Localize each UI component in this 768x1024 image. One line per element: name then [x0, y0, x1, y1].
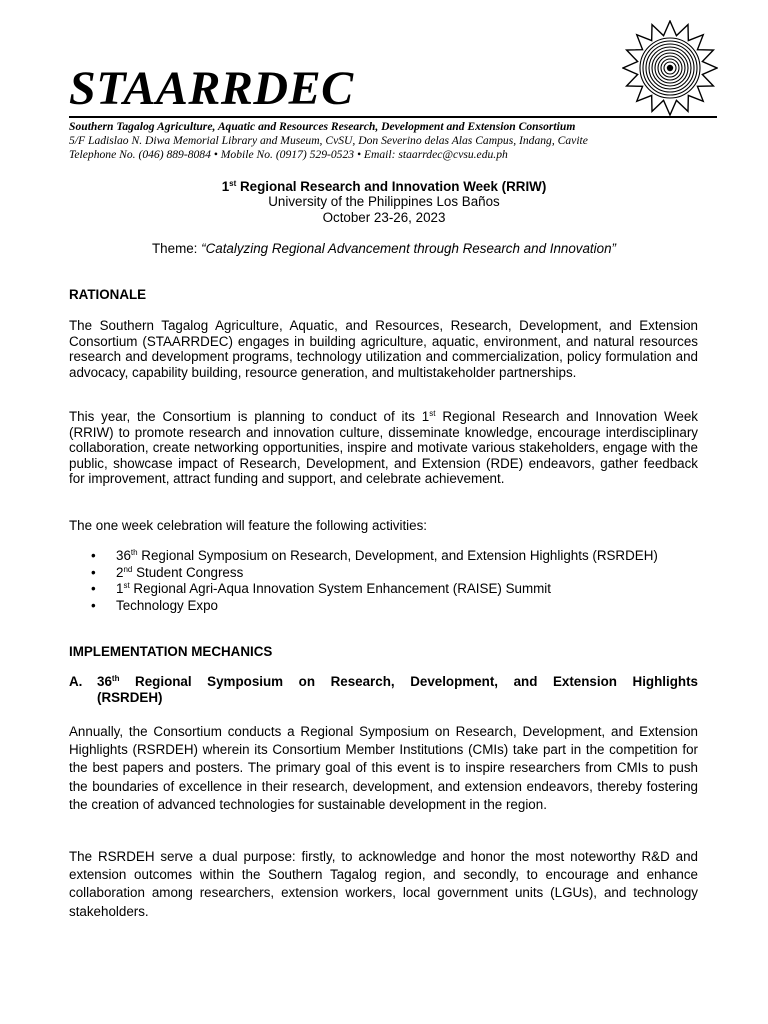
- section-a-line-2: (RSRDEH): [97, 690, 163, 705]
- event-title: [0, 179, 768, 195]
- theme-label: Theme:: [152, 241, 202, 256]
- theme-text: “Catalyzing Regional Advancement through Research and Innovation”: [201, 241, 616, 256]
- implementation-paragraph-1: Annually, the Consortium conducts a Regional Symposium on Research, Development, and Extension Highlights (RSRDEH) wherein its Consortium Member Institutions (CMIs) take part in the competition for the best papers and posters. The primary goal of this event is to inspire researchers from CMIs to push the boundaries of excellence in their research, development, and extension endeavors, thereby fostering the creation of advanced technologies for sustainable development in the region.: [69, 724, 698, 812]
- rationale-paragraph-2: [69, 409, 698, 487]
- section-a-num: 36: [97, 674, 112, 689]
- rationale-paragraph-2-a: This year, the Consortium is planning to conduct of its 1: [69, 409, 430, 424]
- implementation-heading: IMPLEMENTATION MECHANICS: [69, 644, 273, 659]
- activity-text: Student Congress: [132, 564, 244, 580]
- event-dates: October 23-26, 2023: [322, 210, 446, 225]
- rationale-paragraph-3: The one week celebration will feature the following activities:: [69, 518, 428, 533]
- implementation-paragraph-2: The RSRDEH serve a dual purpose: firstly, to acknowledge and honor the most noteworthy R&D and extension outcomes within the Southern Tagalog region, and secondly, to encourage and enhance collaboration among researchers, extension workers, local government units (LGUs), and technology stakeholders.: [69, 849, 698, 919]
- letterhead-divider: [69, 116, 717, 118]
- activity-text: Regional Agri-Aqua Innovation System Enhancement (RAISE) Summit: [129, 581, 551, 596]
- rationale-heading: RATIONALE: [69, 287, 147, 302]
- section-a-heading: [69, 674, 698, 706]
- section-a-sup: th: [111, 674, 120, 683]
- list-item: [69, 548, 709, 565]
- rationale-paragraph-2-b: Regional Research and Innovation Week (RRIW) to promote research and innovation culture, disseminate knowledge, encourage interdisciplinary collaboration, create networking opportunities, inspire and motivate various stakeholders, engage with the public, showcase impact of Research, Development, and Extension (RDE) endeavors, gather feedback for improvement, attract funding and support, and celebrate achievement.: [69, 409, 698, 486]
- list-item: [69, 581, 709, 598]
- activity-sup: st: [123, 581, 130, 590]
- org-name: STAARRDEC: [69, 62, 354, 115]
- event-theme: [0, 241, 768, 257]
- activity-sup: th: [130, 548, 138, 557]
- org-contact: Telephone No. (046) 889-8084 • Mobile No. (0917) 529-0523 • Email: staarrdec@cvsu.edu.ph: [69, 148, 508, 161]
- event-title-ordinal: 1: [221, 179, 230, 194]
- activity-num: 2: [116, 564, 124, 580]
- event-title-rest: Regional Research and Innovation Week (RRIW): [236, 179, 547, 194]
- activity-text: Regional Symposium on Research, Development, and Extension Highlights (RSRDEH): [137, 548, 658, 563]
- staarrdec-logo-icon: [622, 20, 718, 116]
- list-item: [69, 565, 709, 582]
- section-a-line-1: [97, 674, 698, 690]
- activity-text: Technology Expo: [116, 597, 218, 613]
- activity-num: 1: [116, 581, 124, 596]
- org-full-name: Southern Tagalog Agriculture, Aquatic and Resources Research, Development and Extension Consortium: [69, 120, 576, 133]
- section-a-line-1-rest: Regional Symposium on Research, Development, and Extension Highlights: [119, 674, 698, 689]
- event-venue: University of the Philippines Los Baños: [268, 194, 500, 209]
- list-item: [69, 598, 709, 615]
- activity-sup: nd: [123, 564, 133, 574]
- rationale-paragraph-2-sup: st: [429, 409, 436, 418]
- event-title-sup: st: [229, 179, 237, 188]
- activities-list: [69, 548, 709, 614]
- org-address: 5/F Ladislao N. Diwa Memorial Library and Museum, CvSU, Don Severino delas Alas Campus, Indang, Cavite: [69, 134, 588, 147]
- rationale-paragraph-1: The Southern Tagalog Agriculture, Aquatic, and Resources, Research, Development, and Extension Consortium (STAARRDEC) engages in building agriculture, aquatic, environment, and natural resources research and development programs, technology utilization and commercialization, policy formulation and advocacy, capability building, resource generation, and multistakeholder partnerships.: [69, 318, 698, 380]
- activity-num: 36: [116, 548, 131, 563]
- section-a-letter: A.: [69, 674, 83, 689]
